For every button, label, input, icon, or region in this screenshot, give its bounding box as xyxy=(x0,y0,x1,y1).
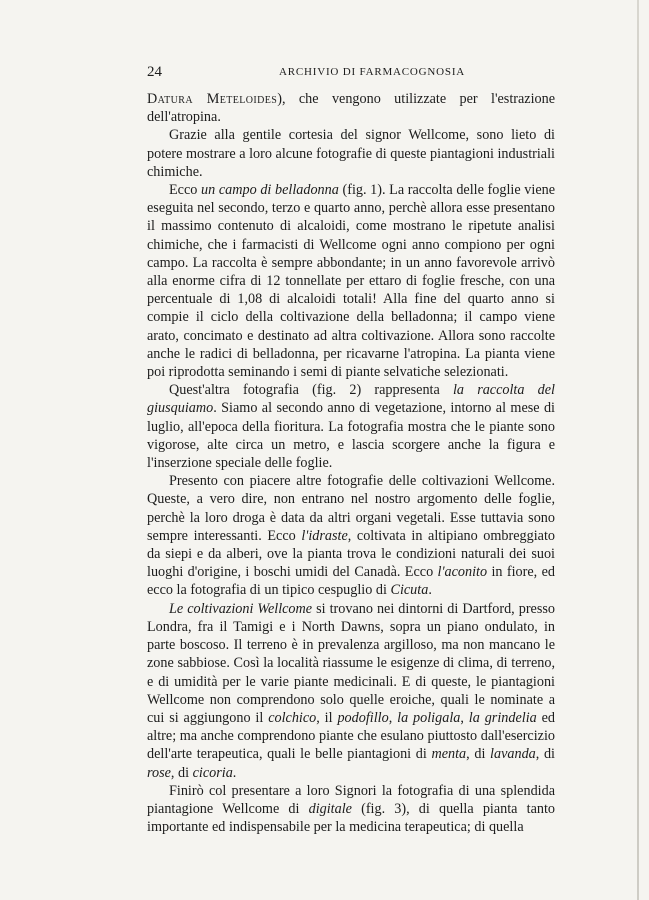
paragraph xyxy=(147,126,555,181)
text-run: . xyxy=(428,582,432,599)
text-run: ), che vengono utilizzate per l'estrazione dell'atropina. xyxy=(147,91,556,126)
paragraph xyxy=(147,181,555,381)
page-header xyxy=(147,64,555,80)
text-run: , coltivata in altipiano ombreggiato da siepi e da alberi, ove la pianta trova le condizioni naturali dei suoi luoghi d'origine, i boschi umidi del Canadà. Ecco xyxy=(147,527,556,581)
text-run: colchico xyxy=(268,709,317,726)
text-run: , di xyxy=(535,746,555,763)
page-number: 24 xyxy=(147,64,162,80)
text-run: Grazie alla gentile cortesia del signor Wellcome, sono lieto di potere mostrare a loro alcune fotografie di queste piantagioni industriali chimiche. xyxy=(147,127,555,180)
text-run: , xyxy=(388,709,398,726)
text-run: Cicuta xyxy=(390,582,429,599)
paragraph xyxy=(147,600,555,782)
text-run: . Siamo al secondo anno di vegetazione, intorno al mese di luglio, all'epoca della fioritura. La fotografia mostra che le piante sono vigorose, alte circa un metro, e lascia scorgere anche la figura e l'inserzione speciale delle foglie. xyxy=(147,400,555,472)
text-run: , il xyxy=(316,709,338,726)
text-run: , di xyxy=(466,746,491,763)
text-run: (fig. 3), di quella pianta tanto importante ed indispensabile per la medicina terapeutica; di quella xyxy=(147,800,556,836)
paragraph xyxy=(147,381,555,472)
page-binding-edge xyxy=(637,0,639,900)
paragraph xyxy=(147,782,555,837)
paragraph xyxy=(147,472,555,599)
text-run: Datura Meteloides xyxy=(147,91,278,107)
text-run: menta xyxy=(431,746,467,763)
text-run: Ecco xyxy=(169,182,202,199)
text-run: Finirò col presentare a loro Signori la fotografia di una splendida piantagione Wellcome di xyxy=(147,782,555,817)
text-run: . xyxy=(232,764,237,781)
running-title: ARCHIVIO DI FARMACOGNOSIA xyxy=(279,66,466,78)
text-run: digitale xyxy=(308,800,352,817)
text-run: l'aconito xyxy=(437,564,488,581)
text-run: Presento con piacere altre fotografie delle coltivazioni Wellcome. Queste, a vero dire, non entrano nel nostro argomento delle foglie, perchè la loro droga è data da altri organi vegetali. Esse tuttavia sono sempre interessanti. Ecco xyxy=(147,473,555,544)
text-run: podofillo xyxy=(337,709,389,726)
text-run: un campo di belladonna xyxy=(201,182,339,199)
text-run: la grindelia xyxy=(468,709,537,726)
paragraph xyxy=(147,90,555,126)
text-run: in fiore, ed ecco la fotografia di un tipico cespuglio di xyxy=(147,564,555,599)
text-run: , xyxy=(460,709,469,726)
text-run: Quest'altra fotografia (fig. 2) rappresenta xyxy=(169,382,453,399)
text-run: , di xyxy=(170,764,193,781)
text-run: la raccolta del giusquiamo xyxy=(147,382,555,417)
text-run: l'idraste xyxy=(301,527,348,544)
text-run: si trovano nei dintorni di Dartford, presso Londra, fra il Tamigi e i North Dawns, sopra un piano ondulato, in parte boscoso. Il terreno è in prevalenza argilloso, ma non mancano le zone sabbiose. Così la località riassume le esigenze di clima, di terreno, e di umidità per le varie piante medicinali. E di queste, le piantagioni Wellcome non comprendono solo quelle eroiche, quali le nominate a cui si aggiungono il xyxy=(147,600,555,726)
text-run: (fig. 1). La raccolta delle foglie viene eseguita nel secondo, terzo e quarto anno, perchè allora esse presentano il massimo contenuto di alcaloidi, come mostrano le ripetute analisi chimiche, che i farmacisti di Wellcome ogni anno compiono per ogni campo. La raccolta è sempre abbondante; in un anno favorevole arrivò alla enorme cifra di 12 tonnellate per ettaro di foglie fresche, con una percentuale di 1,08 di alcaloidi totali! Alla fine del quarto anno si compie il ciclo della coltivazione della belladonna; il campo viene arato, concimato e destinato ad altra coltivazione. Allora sono raccolte anche le radici di belladonna, per ricavarne l'atropina. La pianta viene poi riprodotta seminando i semi di piante selvatiche selezionati. xyxy=(147,182,556,381)
text-run: rose xyxy=(147,764,171,781)
text-run: Le coltivazioni Wellcome xyxy=(169,600,313,617)
text-run: la poligala xyxy=(397,709,461,726)
body-text xyxy=(147,90,555,836)
text-run: lavanda xyxy=(490,746,536,763)
text-run: ed altre; ma anche comprendono piante che esulano piuttosto dall'esercizio dell'arte terapeutica, quali le belle piantagioni di xyxy=(147,709,556,763)
text-run: cicoria xyxy=(192,764,233,781)
